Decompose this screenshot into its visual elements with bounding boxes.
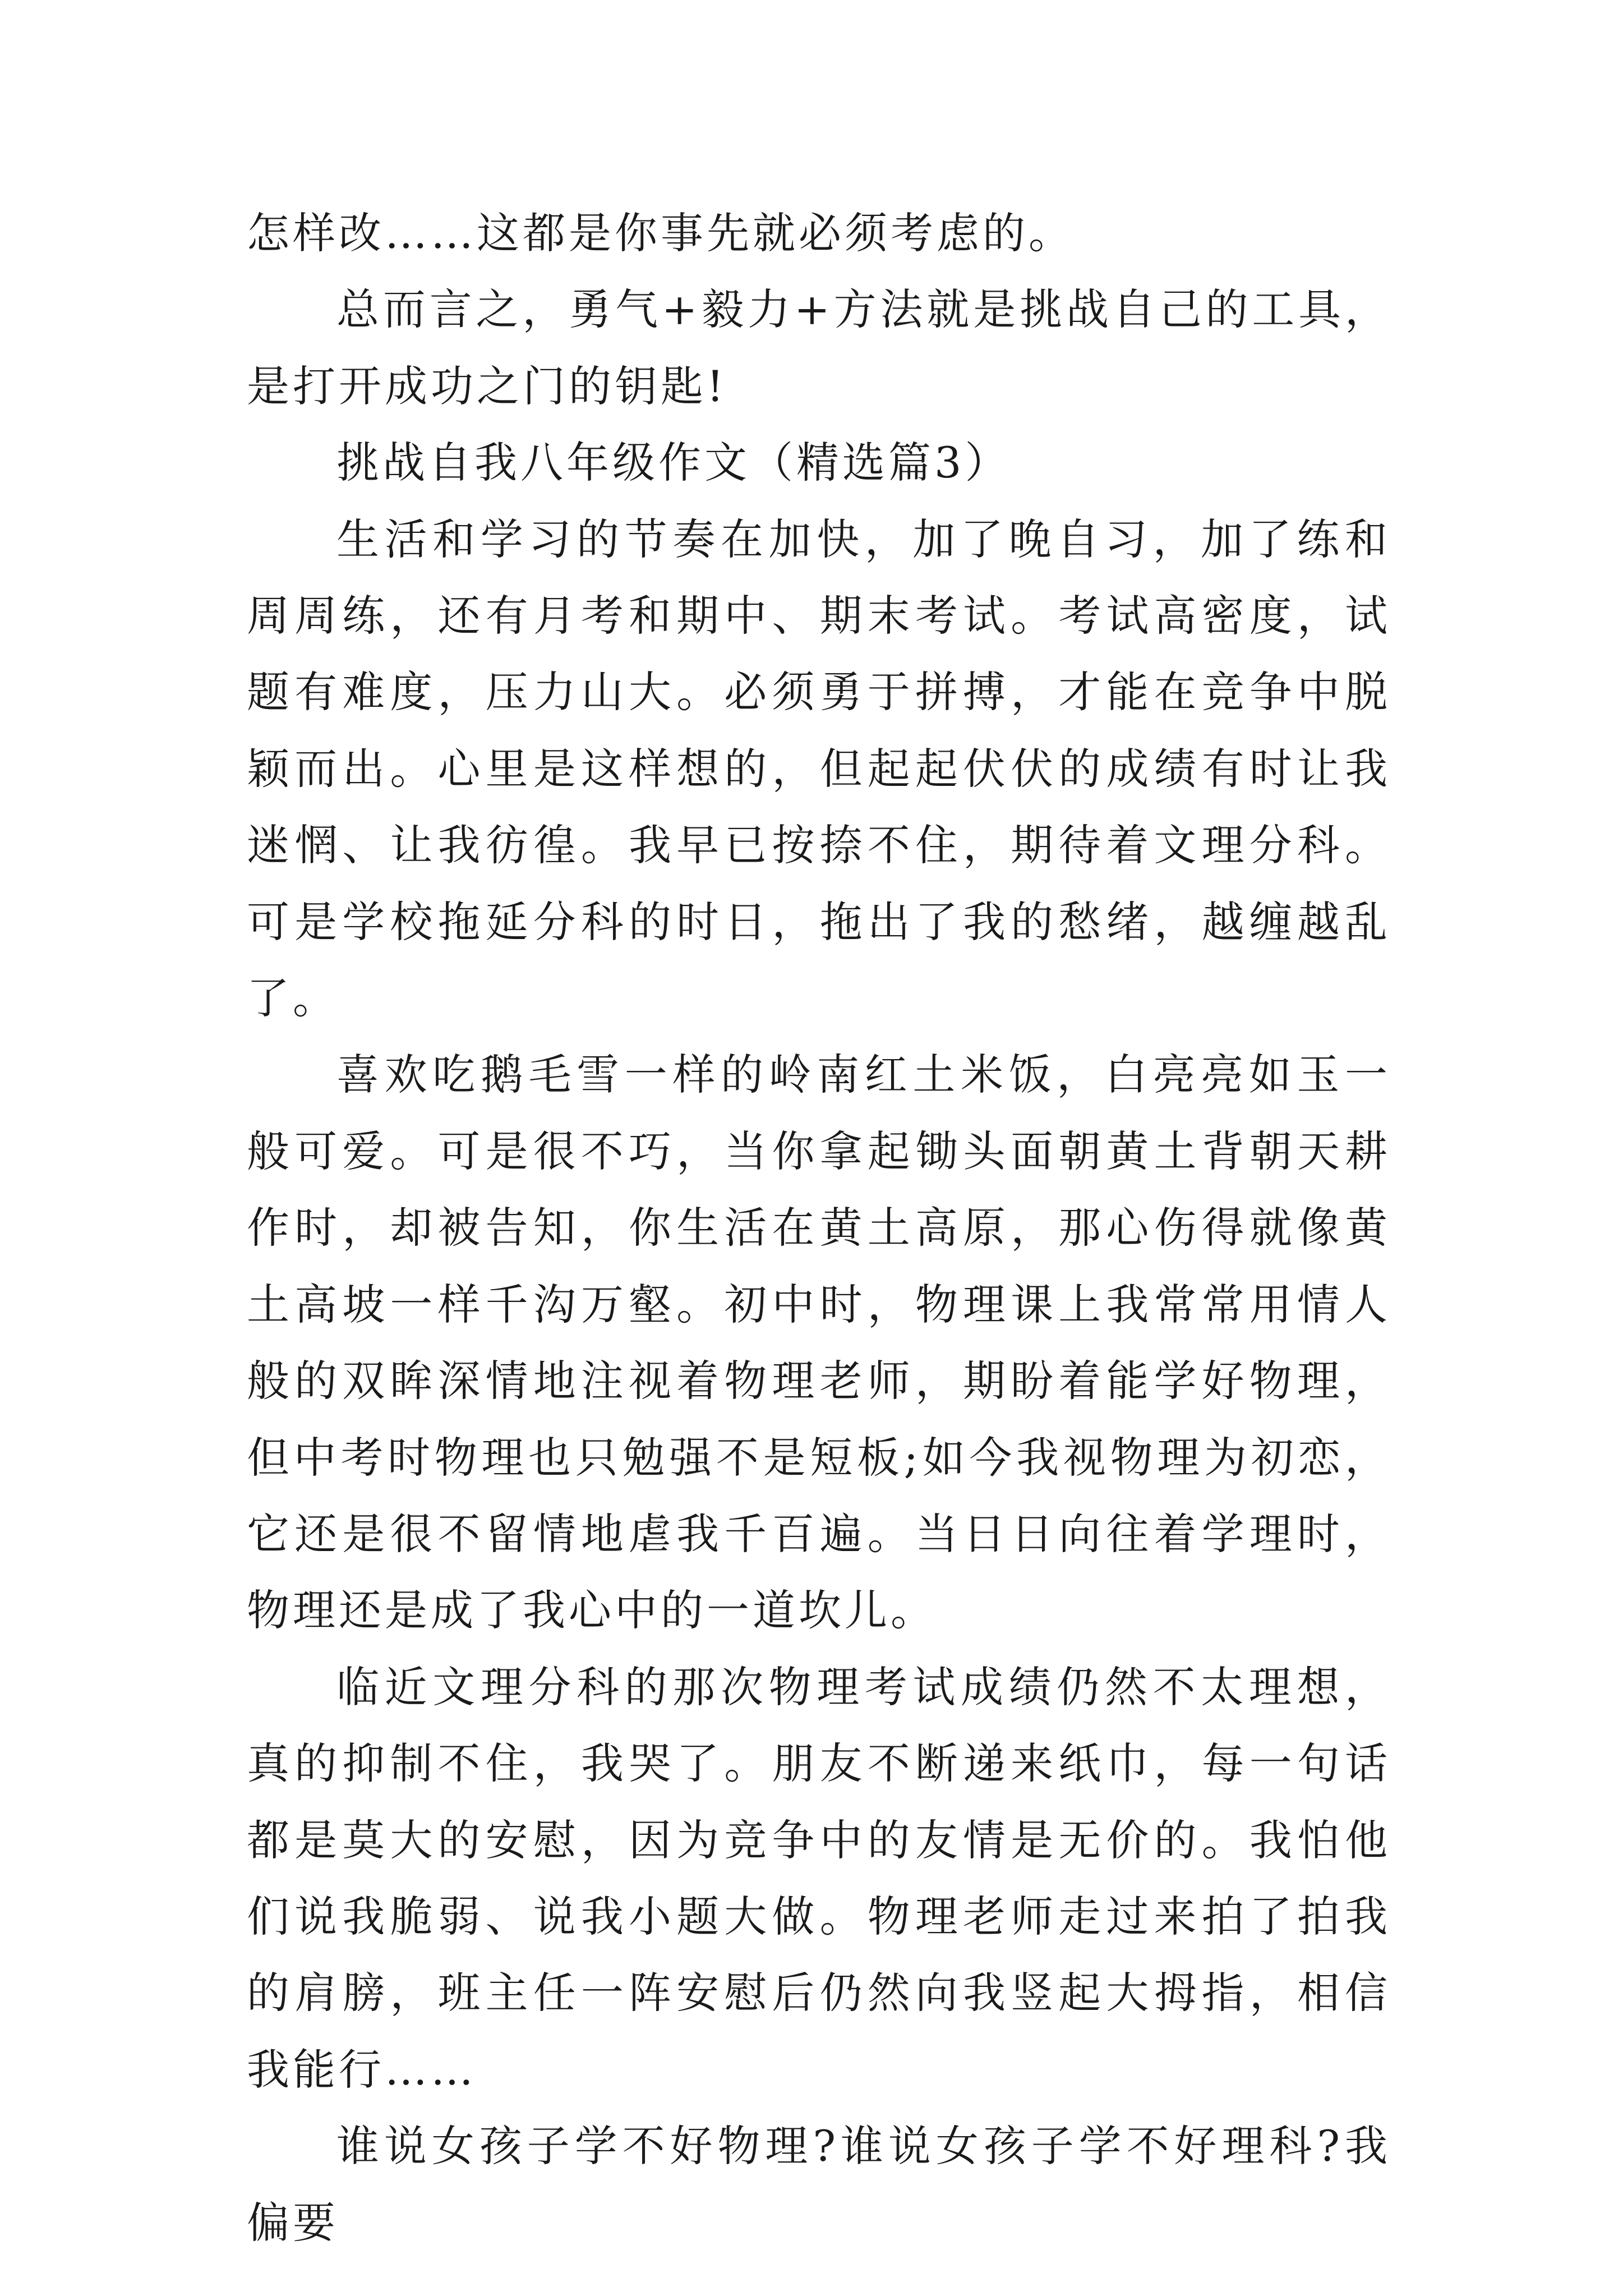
paragraph-conclusion: 总而言之，勇气+毅力+方法就是挑战自己的工具，是打开成功之门的钥匙! bbox=[247, 284, 1391, 411]
paragraph-exam-tears: 临近文理分科的那次物理考试成绩仍然不太理想，真的抑制不住，我哭了。朋友不断递来纸巾，每一句话都是莫大的安慰，因为竞争中的友情是无价的。我怕他们说我脆弱、说我小题大做。物理老师走过来拍了拍我的肩膀，班主任一阵安慰后仍然向我竖起大拇指，相信我能行…… bbox=[247, 1662, 1391, 2095]
essay-heading: 挑战自我八年级作文（精选篇3） bbox=[336, 438, 1011, 488]
paragraph-resolve: 谁说女孩子学不好物理?谁说女孩子学不好理科?我偏要 bbox=[247, 2121, 1391, 2248]
paragraph-pressure: 生活和学习的节奏在加快，加了晚自习，加了练和周周练，还有月考和期中、期末考试。考试高密度，试题有难度，压力山大。必须勇于拼搏，才能在竞争中脱颖而出。心里是这样想的，但起起伏伏的成绩有时让我迷惘、让我彷徨。我早已按捺不住，期待着文理分科。可是学校拖延分科的时日，拖出了我的愁绪，越缠越乱了。 bbox=[247, 514, 1391, 1024]
paragraph-continuation: 怎样改……这都是你事先就必须考虑的。 bbox=[247, 208, 1075, 258]
paragraph-physics-struggle: 喜欢吃鹅毛雪一样的岭南红土米饭，白亮亮如玉一般可爱。可是很不巧，当你拿起锄头面朝黄土背朝天耕作时，却被告知，你生活在黄土高原，那心伤得就像黄土高坡一样千沟万壑。初中时，物理课上我常常用情人般的双眸深情地注视着物理老师，期盼着能学好物理，但中考时物理也只勉强不是短板;如今我视物理为初恋，它还是很不留情地虐我千百遍。当日日向往着学理时，物理还是成了我心中的一道坎儿。 bbox=[247, 1050, 1391, 1636]
essay-body bbox=[247, 195, 1391, 2261]
